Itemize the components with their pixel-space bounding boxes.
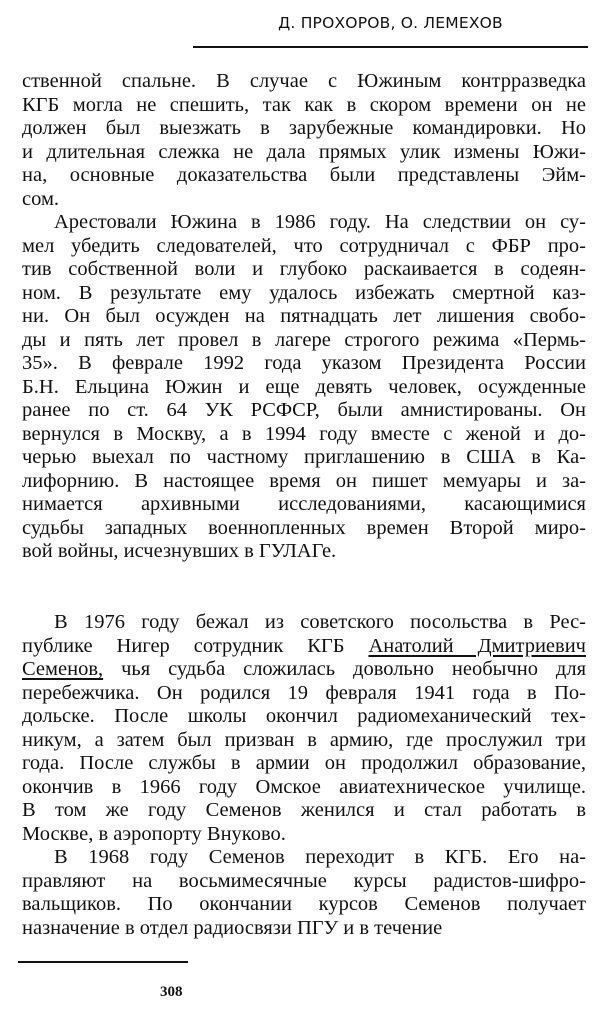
text-line: В том же году Семенов женился и стал работать в (22, 799, 586, 821)
running-head: Д. ПРОХОРОВ, О. ЛЕМЕХОВ (278, 14, 503, 32)
text-line: Москве, в аэропорту Внуково. (22, 822, 286, 845)
text-line: ственной спальне. В случае с Южиным контрразведка (22, 70, 586, 92)
underlined-name: Семенов, (22, 658, 104, 680)
text-block-2-rest (22, 682, 586, 941)
text-line: окончив в 1966 году Омское авиатехническое училище. (22, 775, 586, 798)
text-line: перебежчика. Он родился 19 февраля 1941 года в По- (22, 681, 586, 704)
text-line: ды и пять лет провел в лагере строгого режима «Пермь- (22, 328, 586, 351)
text-segment: чья судьба сложилась довольно необычно для (121, 658, 587, 680)
footnote-rule (18, 961, 188, 963)
text-segment: публике Нигер сотрудник КГБ (22, 634, 345, 657)
header-rule (193, 46, 588, 48)
text-line: КГБ могла не спешить, так как в скором времени он не (22, 93, 586, 116)
text-line: сом. (22, 187, 60, 210)
text-line (22, 635, 586, 659)
text-line: вой войны, исчезнувших в ГУЛАГе. (22, 540, 337, 562)
text-line: года. После службы в армии он продолжил образование, (22, 752, 586, 774)
text-line: лифорнию. В настоящее время он пишет мемуары и за- (22, 469, 586, 492)
text-line: судьбы западных военнопленных времен Второй миро- (22, 516, 586, 539)
text-line: нимается архивными исследованиями, касающимися (22, 493, 586, 515)
text-line: и длительная слежка не дала прямых улик измены Южи- (22, 140, 586, 163)
text-line: на, основные доказательства были представлены Эйм- (22, 164, 586, 186)
text-line: В 1976 году бежал из советского посольства в Рес- (54, 611, 586, 633)
text-line: 35». В феврале 1992 года указом Президента России (22, 352, 586, 374)
text-line: вальщиков. По окончании курсов Семенов получает (22, 893, 586, 915)
text-line (22, 658, 586, 682)
text-line: мел убедить следователей, что сотрудничал с ФБР про- (22, 234, 586, 257)
text-line: никум, а затем был призван в армию, где прослужил три (22, 728, 586, 751)
text-line: В 1968 году Семенов переходит в КГБ. Его на- (54, 846, 586, 868)
text-line: должен был выезжать в зарубежные командировки. Но (22, 117, 586, 139)
text-block-1 (22, 70, 586, 564)
text-line: ном. В результате ему удалось избежать смертной каз- (22, 281, 586, 304)
page-number: 308 (160, 984, 183, 1000)
text-line: Б.Н. Ельцина Южин и еще девять человек, осужденные (22, 375, 586, 398)
text-line: Арестовали Южина в 1986 году. На следствии он су- (54, 211, 586, 233)
text-line: черью выехал по частному приглашению в США в Ка- (22, 446, 586, 468)
text-line: тив собственной воли и глубоко раскаивается в содеян- (22, 258, 586, 280)
text-line: вернулся в Москву, а в 1994 году вместе с женой и до- (22, 422, 586, 445)
text-line: дольске. После школы окончил радиомеханический тех- (22, 705, 586, 727)
text-line: ранее по ст. 64 УК РСФСР, были амнистированы. Он (22, 399, 586, 421)
text-line: ни. Он был осужден на пятнадцать лет лишения свобо- (22, 305, 586, 327)
text-line: назначение в отдел радиосвязи ПГУ и в течение (22, 916, 443, 939)
text-line: правляют на восьмимесячные курсы радистов-шифро- (22, 869, 586, 892)
underlined-name: Анатолий Дмитриевич (368, 634, 586, 657)
text-block-2 (22, 611, 586, 940)
